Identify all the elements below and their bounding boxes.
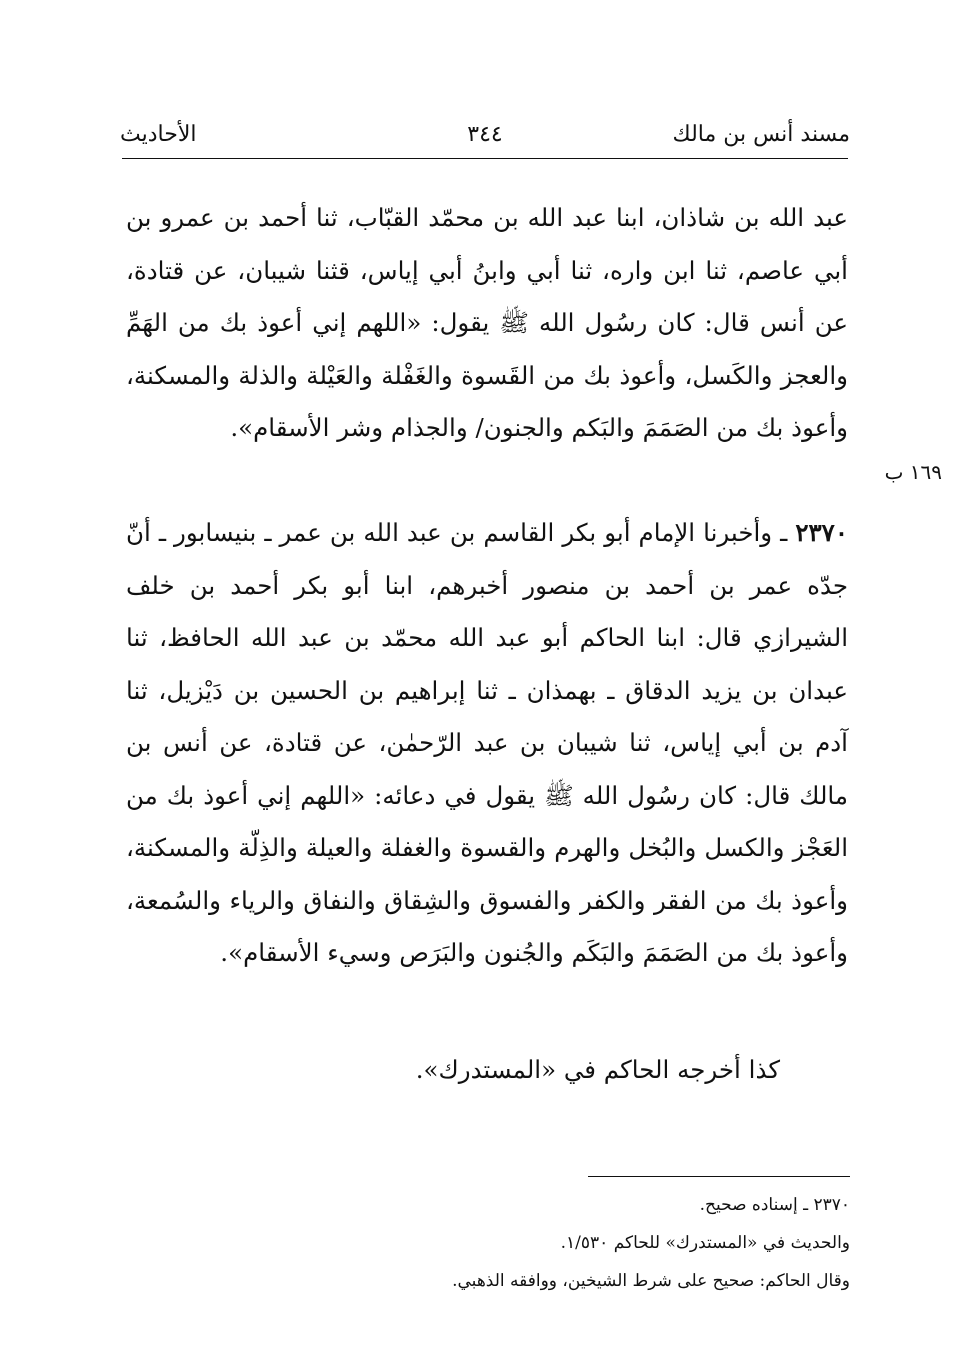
running-header [120,120,850,160]
page-number: ٣٤٤ [467,122,503,147]
book-title: مسند أنس بن مالك [672,122,850,147]
section-title: الأحاديث [120,122,197,147]
text-block-continuation [126,192,848,455]
paragraph: عبد الله بن شاذان، ابنا عبد الله بن محمّد القبّاب، ثنا أحمد بن عمرو بن أبي عاصم، ثنا ابن واره، ثنا أبي وابنُ أبي إياس، قثنا شيبان، عن قتادة، عن أنس قال: كان رسُول الله ﷺ يقول: «اللهم إني أعوذ بك من الهَمِّ والعجز والكَسل، وأعوذ بك من القَسوة والغَفْلة والعَيْلة والذلة والمسكنة، وأعوذ بك من الصَمَمَ والبَكم والجنون/ والجذام وشر الأسقام». [126,203,848,442]
footnote-line: ٢٣٧٠ ـ إسناده صحيح. [699,1195,850,1215]
footnotes [280,1186,850,1300]
hadith-block [126,507,848,980]
footnote-line: وقال الحاكم: صحيح على شرط الشيخين، ووافقه الذهبي. [452,1271,850,1291]
header-divider [122,158,848,159]
source-note-text: كذا أخرجه الحاكم في «المستدرك». [415,1055,780,1084]
footnote-line: والحديث في «المستدرك» للحاكم ١/٥٣٠. [560,1233,850,1253]
manuscript-folio-note: ١٦٩ ب [884,460,942,484]
hadith-number: ٢٣٧٠ [795,518,848,547]
hadith-paragraph [126,507,848,980]
hadith-text: ـ وأخبرنا الإمام أبو بكر القاسم بن عبد الله بن عمر ـ بنيسابور ـ أنّ جدّه عمر بن أحمد بن منصور أخبرهم، ابنا أبو بكر أحمد بن خلف الشيرازي قال: ابنا الحاكم أبو عبد الله محمّد بن عبد الله الحافظ، ثنا عبدان بن يزيد الدقاق ـ بهمذان ـ ثنا إبراهيم بن الحسين بن دَيْزيل، ثنا آدم بن أبي إياس، ثنا شيبان بن عبد الرّحمٰن، عن قتادة، عن أنس بن مالك قال: كان رسُول الله ﷺ يقول في دعائه: «اللهم إني أعوذ بك من العَجْز والكسل والبُخل والهرم والقسوة والغفلة والعيلة والذِلّة والمسكنة، وأعوذ بك من الفقر والكفر والفسوق والشِقاق والنفاق والرياء والسُمعة، وأعوذ بك من الصَمَمَ والبَكَم والجُنون والبَرَص وسيء الأسقام». [126,518,848,967]
footnote-divider [588,1176,850,1177]
source-note [126,1044,848,1097]
